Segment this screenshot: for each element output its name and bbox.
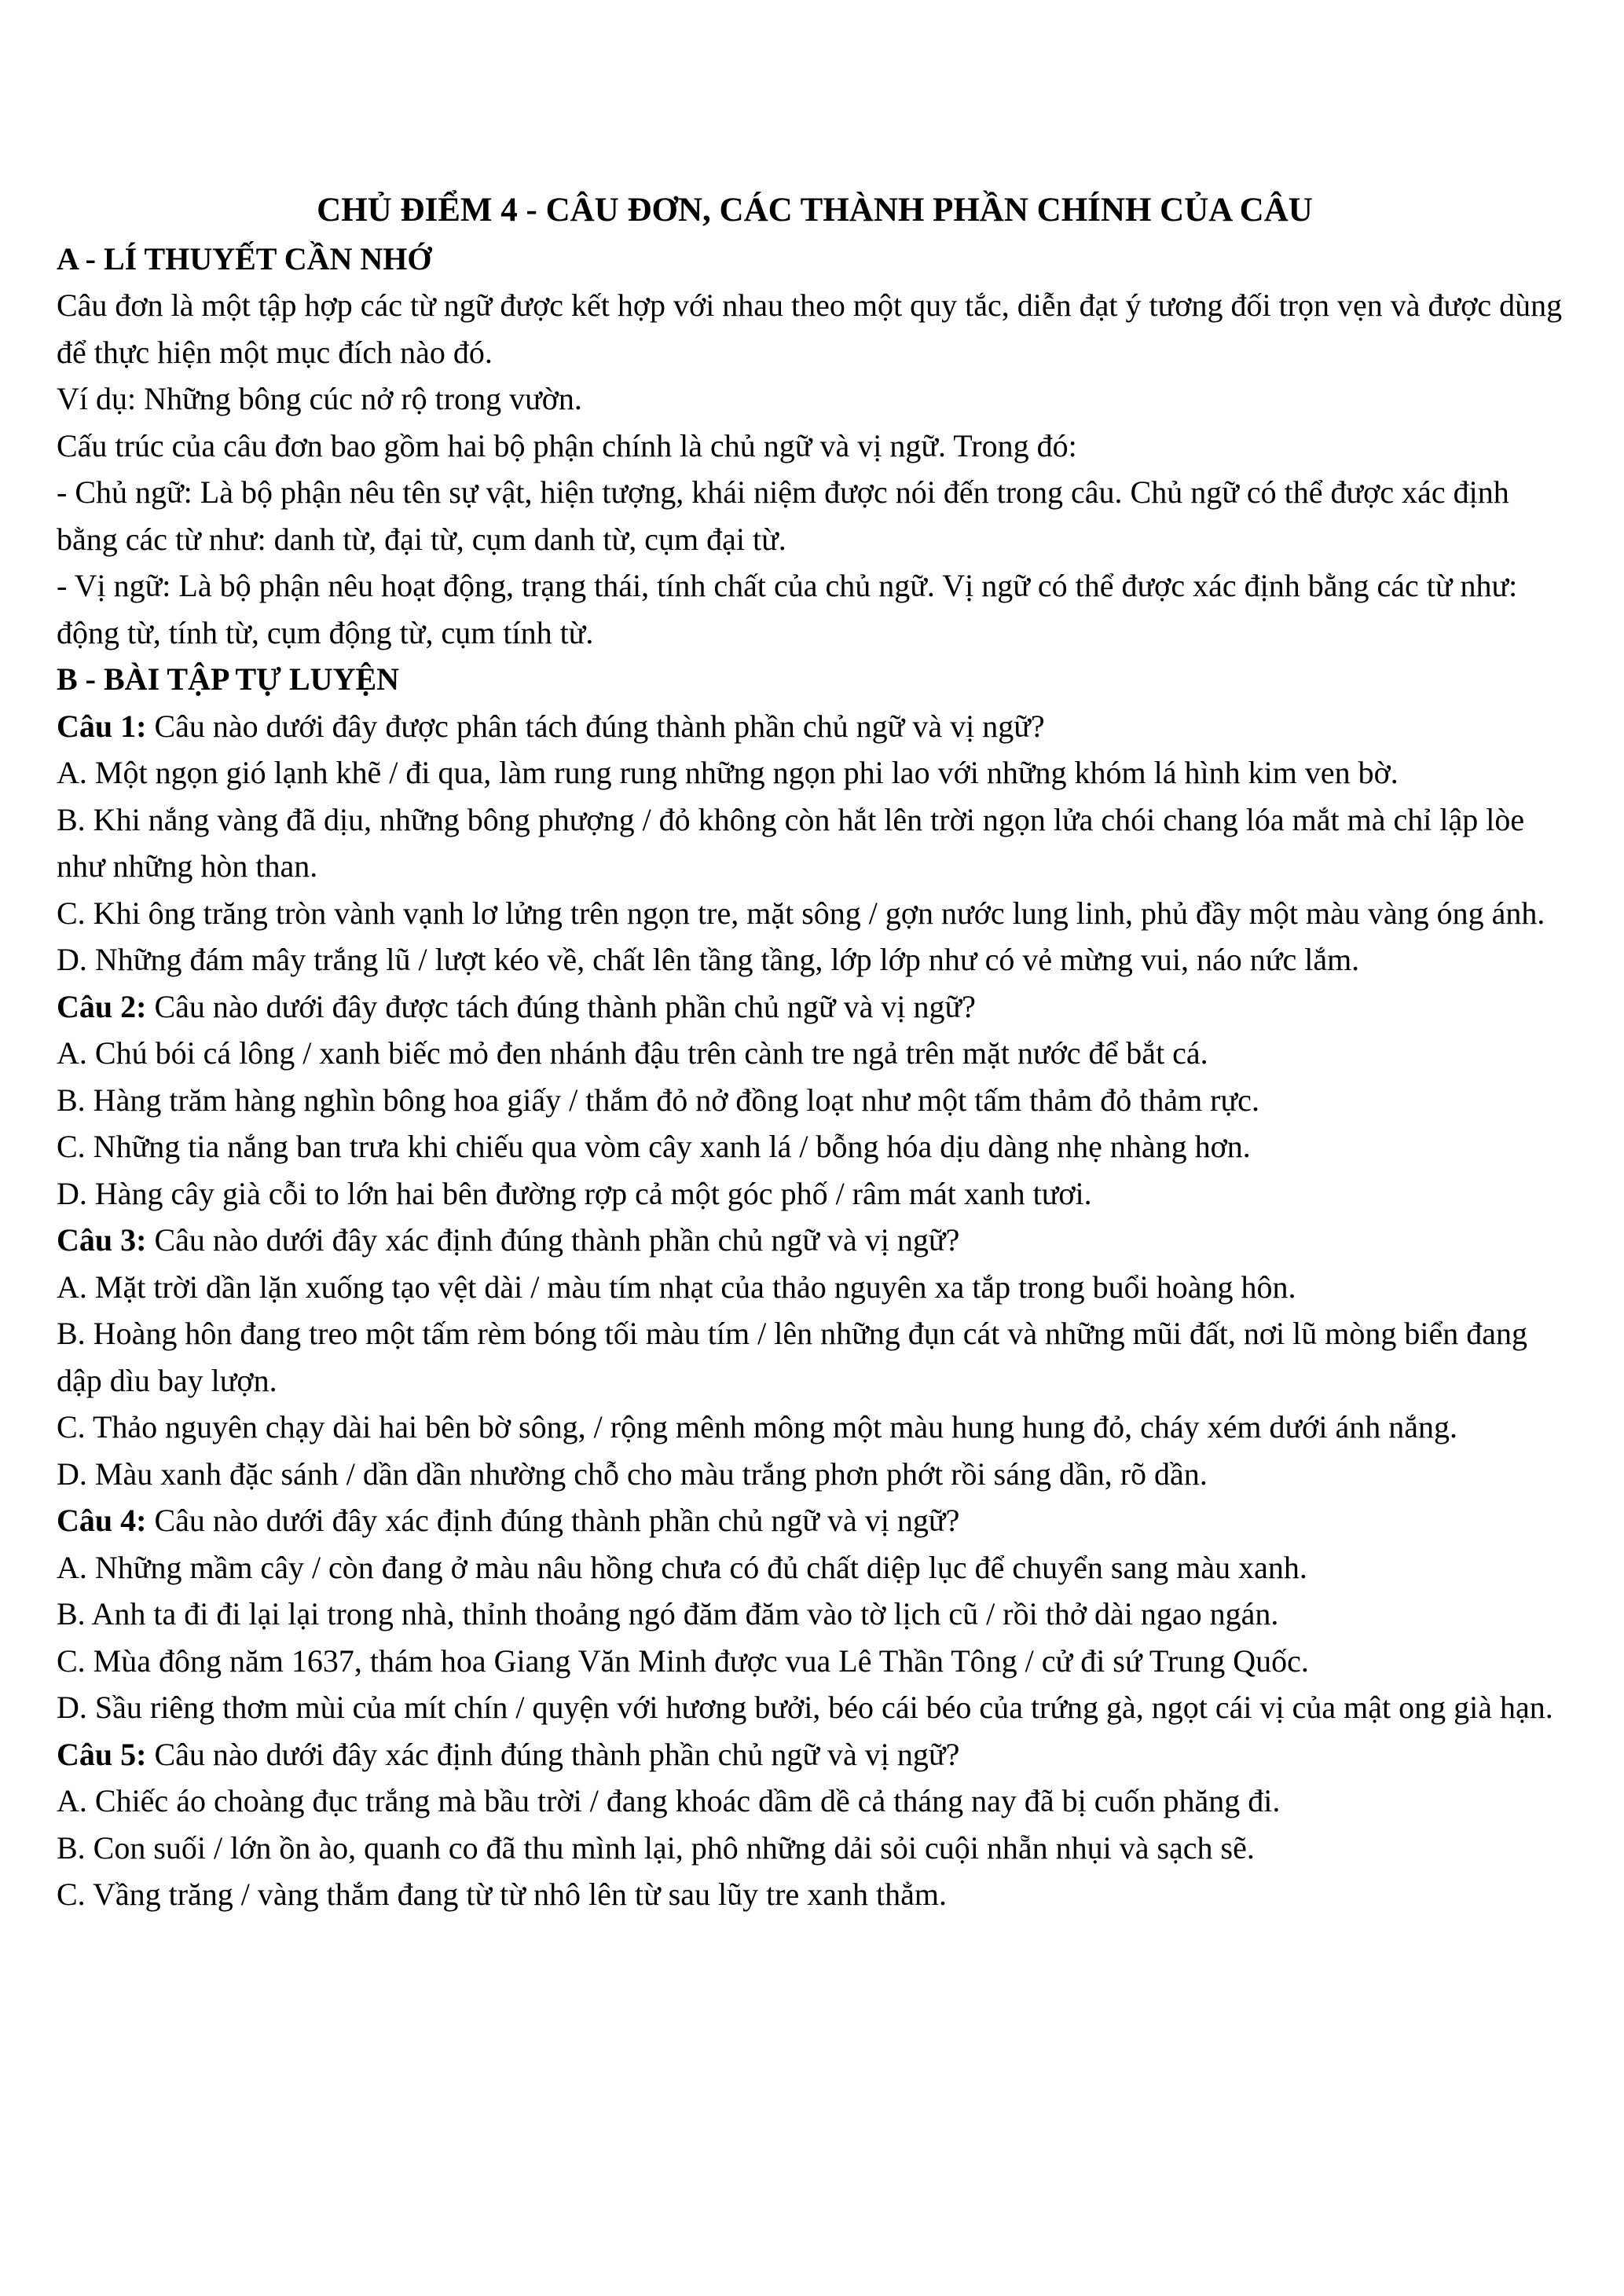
question-3-option-d: D. Màu xanh đặc sánh / dần dần nhường chỗ cho màu trắng phơn phớt rồi sáng dần, rõ dần. (57, 1456, 1208, 1492)
question-2-option-b: B. Hàng trăm hàng nghìn bông hoa giấy / thắm đỏ nở đồng loạt như một tấm thảm đỏ thảm rực. (57, 1082, 1259, 1118)
exercises-heading: B - BÀI TẬP TỰ LUYỆN (57, 661, 400, 697)
question-3-option-a: A. Mặt trời dần lặn xuống tạo vệt dài / màu tím nhạt của thảo nguyên xa tắp trong buổi hoàng hôn. (57, 1269, 1296, 1305)
question-1-option-c: C. Khi ông trăng tròn vành vạnh lơ lửng trên ngọn tre, mặt sông / gợn nước lung linh, phủ đầy một màu vàng óng ánh. (57, 895, 1545, 931)
question-4-option-c: C. Mùa đông năm 1637, thám hoa Giang Văn Minh được vua Lê Thần Tông / cử đi sứ Trung Quốc. (57, 1642, 1309, 1679)
question-label: Câu 4: (57, 1503, 147, 1538)
question-2-option-d: D. Hàng cây già cỗi to lớn hai bên đường rợp cả một góc phố / râm mát xanh tươi. (57, 1175, 1092, 1211)
question-text: Câu nào dưới đây được tách đúng thành phần chủ ngữ và vị ngữ? (146, 988, 976, 1024)
theory-heading: A - LÍ THUYẾT CẦN NHỚ (57, 240, 432, 276)
question-label: Câu 5: (57, 1736, 147, 1772)
question-4 (57, 1497, 1573, 1544)
question-2-option-a: A. Chú bói cá lông / xanh biếc mỏ đen nhánh đậu trên cành tre ngả trên mặt nước để bắt cá. (57, 1035, 1208, 1071)
theory-subject-definition: - Chủ ngữ: Là bộ phận nêu tên sự vật, hiện tượng, khái niệm được nói đến trong câu. Chủ ngữ có thể được xác định bằng các từ như: danh từ, đại từ, cụm danh từ, cụm đại từ. (57, 474, 1509, 557)
question-label: Câu 2: (57, 988, 147, 1024)
theory-example: Ví dụ: Những bông cúc nở rộ trong vườn. (57, 381, 582, 416)
question-4-option-d: D. Sầu riêng thơm mùi của mít chín / quyện với hương bưởi, béo cái béo của trứng gà, ngọt cái vị của mật ong già hạn. (57, 1690, 1553, 1725)
question-5 (57, 1731, 1573, 1778)
question-text: Câu nào dưới đây xác định đúng thành phần chủ ngữ và vị ngữ? (146, 1222, 960, 1258)
question-text: Câu nào dưới đây xác định đúng thành phần chủ ngữ và vị ngữ? (146, 1503, 960, 1538)
document-page (57, 187, 1573, 1918)
question-3 (57, 1217, 1573, 1264)
question-5-option-c: C. Vầng trăng / vàng thắm đang từ từ nhô lên từ sau lũy tre xanh thẳm. (57, 1877, 947, 1912)
question-5-option-a: A. Chiếc áo choàng đục trắng mà bầu trời / đang khoác dầm dề cả tháng nay đã bị cuốn phăng đi. (57, 1783, 1281, 1818)
document-title: CHỦ ĐIỂM 4 - CÂU ĐƠN, CÁC THÀNH PHẦN CHÍNH CỦA CÂU (317, 192, 1313, 229)
question-1-option-a: A. Một ngọn gió lạnh khẽ / đi qua, làm rung rung những ngọn phi lao với những khóm lá hình kim ven bờ. (57, 755, 1399, 790)
question-2-option-c: C. Những tia nắng ban trưa khi chiếu qua vòm cây xanh lá / bỗng hóa dịu dàng nhẹ nhàng hơn. (57, 1129, 1251, 1164)
question-label: Câu 3: (57, 1222, 147, 1258)
question-2 (57, 983, 1573, 1031)
question-1-option-d: D. Những đám mây trắng lũ / lượt kéo về, chất lên tầng tầng, lớp lớp như có vẻ mừng vui, náo nức lắm. (57, 942, 1360, 977)
question-label: Câu 1: (57, 708, 147, 744)
question-1-option-b: B. Khi nắng vàng đã dịu, những bông phượng / đỏ không còn hắt lên trời ngọn lửa chói chang lóa mắt mà chỉ lập lòe như những hòn than. (57, 801, 1525, 884)
theory-paragraph: Câu đơn là một tập hợp các từ ngữ được kết hợp với nhau theo một quy tắc, diễn đạt ý tương đối trọn vẹn và được dùng để thực hiện một mục đích nào đó. (57, 287, 1563, 370)
question-text: Câu nào dưới đây được phân tách đúng thành phần chủ ngữ và vị ngữ? (146, 708, 1045, 744)
question-4-option-a: A. Những mầm cây / còn đang ở màu nâu hồng chưa có đủ chất diệp lục để chuyển sang màu xanh. (57, 1549, 1307, 1585)
theory-paragraph: Cấu trúc của câu đơn bao gồm hai bộ phận chính là chủ ngữ và vị ngữ. Trong đó: (57, 427, 1077, 463)
theory-predicate-definition: - Vị ngữ: Là bộ phận nêu hoạt động, trạng thái, tính chất của chủ ngữ. Vị ngữ có thể được xác định bằng các từ như: động từ, tính từ, cụm động từ, cụm tính từ. (57, 568, 1518, 650)
question-4-option-b: B. Anh ta đi đi lại lại trong nhà, thỉnh thoảng ngó đăm đăm vào tờ lịch cũ / rồi thở dài ngao ngán. (57, 1596, 1279, 1631)
question-3-option-c: C. Thảo nguyên chạy dài hai bên bờ sông, / rộng mênh mông một màu hung hung đỏ, cháy xém dưới ánh nắng. (57, 1409, 1457, 1445)
question-3-option-b: B. Hoàng hôn đang treo một tấm rèm bóng tối màu tím / lên những đụn cát và những mũi đất, nơi lũ mòng biển đang dập dìu bay lượn. (57, 1316, 1528, 1398)
question-5-option-b: B. Con suối / lớn ồn ào, quanh co đã thu mình lại, phô những dải sỏi cuội nhẵn nhụi và sạch sẽ. (57, 1829, 1255, 1866)
question-text: Câu nào dưới đây xác định đúng thành phần chủ ngữ và vị ngữ? (146, 1736, 960, 1772)
question-1 (57, 703, 1573, 750)
